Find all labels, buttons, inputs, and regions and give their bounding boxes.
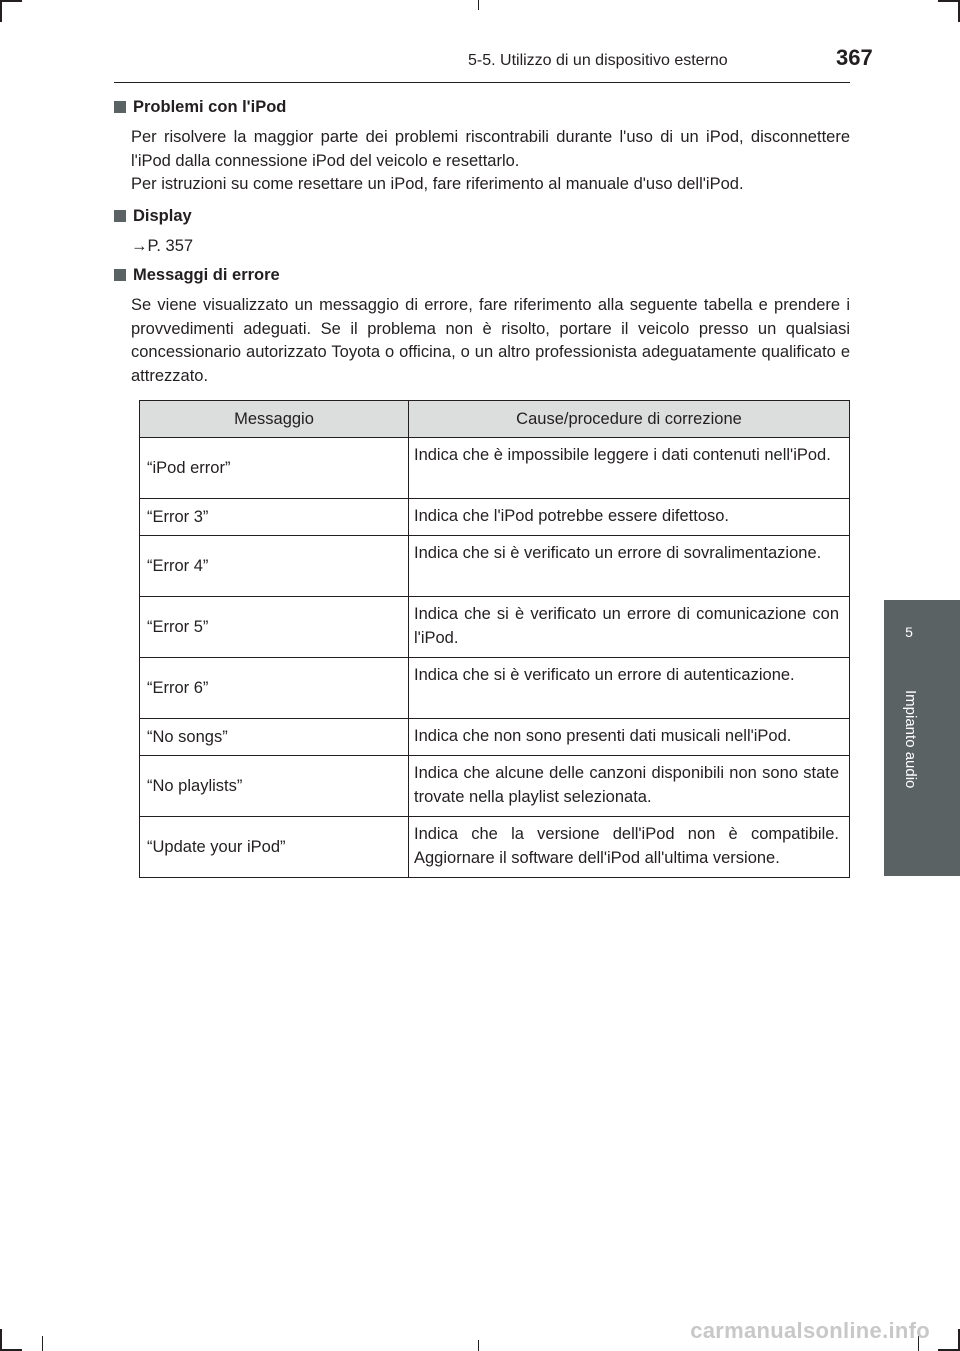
section-body [131, 126, 850, 197]
header-divider [114, 82, 850, 83]
table-row [140, 536, 850, 597]
square-bullet-icon [114, 210, 126, 222]
description-cell: Indica che si è verificato un errore di sovralimentazione. [409, 536, 850, 597]
description-cell: Indica che la versione dell'iPod non è compatibile. Aggiornare il software dell'iPod all'ultima versione. [409, 817, 850, 878]
error-messages-table [139, 400, 850, 878]
column-header-description: Cause/procedure di correzione [409, 401, 850, 438]
chapter-number: 5 [905, 624, 913, 640]
table-row [140, 658, 850, 719]
table-row [140, 756, 850, 817]
section-error-messages [114, 264, 850, 388]
description-cell: Indica che alcune delle canzoni disponibili non sono state trovate nella playlist selezionata. [409, 756, 850, 817]
message-cell: “Error 3” [140, 499, 409, 536]
message-cell: “iPod error” [140, 438, 409, 499]
section-ipod-problems [114, 96, 850, 197]
description-cell: Indica che non sono presenti dati musicali nell'iPod. [409, 719, 850, 756]
description-cell: Indica che è impossibile leggere i dati contenuti nell'iPod. [409, 438, 850, 499]
header-section-title: 5-5. Utilizzo di un dispositivo esterno [468, 52, 728, 69]
section-title: Problemi con l'iPod [114, 96, 850, 118]
page-number: 367 [836, 45, 873, 70]
page-reference[interactable]: →P. 357 [131, 237, 194, 255]
table-row [140, 817, 850, 878]
message-cell: “No playlists” [140, 756, 409, 817]
chapter-title: Impianto audio [902, 690, 919, 789]
description-cell: Indica che si è verificato un errore di comunicazione con l'iPod. [409, 597, 850, 658]
table-row [140, 499, 850, 536]
paragraph-line: Per istruzioni su come resettare un iPod, fare riferimento al manuale d'uso dell'iPod. [131, 175, 744, 193]
message-cell: “Update your iPod” [140, 817, 409, 878]
square-bullet-icon [114, 269, 126, 281]
section-display [114, 205, 850, 259]
square-bullet-icon [114, 101, 126, 113]
description-cell: Indica che l'iPod potrebbe essere difettoso. [409, 499, 850, 536]
section-title: Messaggi di errore [114, 264, 850, 286]
message-cell: “Error 5” [140, 597, 409, 658]
message-cell: “Error 6” [140, 658, 409, 719]
watermark: carmanualsonline.info [690, 1318, 930, 1343]
table-row [140, 719, 850, 756]
section-title: Display [114, 205, 850, 227]
paragraph-line: Per risolvere la maggior parte dei problemi riscontrabili durante l'uso di un iPod, disconnettere l'iPod dalla connessione iPod del veicolo e resettarlo. [131, 128, 850, 170]
table-row [140, 438, 850, 499]
message-cell: “Error 4” [140, 536, 409, 597]
message-cell: “No songs” [140, 719, 409, 756]
table-header-row [140, 401, 850, 438]
table-row [140, 597, 850, 658]
column-header-message: Messaggio [140, 401, 409, 438]
description-cell: Indica che si è verificato un errore di autenticazione. [409, 658, 850, 719]
chapter-tab [884, 600, 960, 680]
section-body: Se viene visualizzato un messaggio di errore, fare riferimento alla seguente tabella e prendere i provvedimenti adeguati. Se il problema non è risolto, portare il veicolo presso un qualsiasi concessionario autorizzato Toyota o officina, o un altro professionista adeguatamente qualificato e attrezzato. [131, 296, 850, 385]
